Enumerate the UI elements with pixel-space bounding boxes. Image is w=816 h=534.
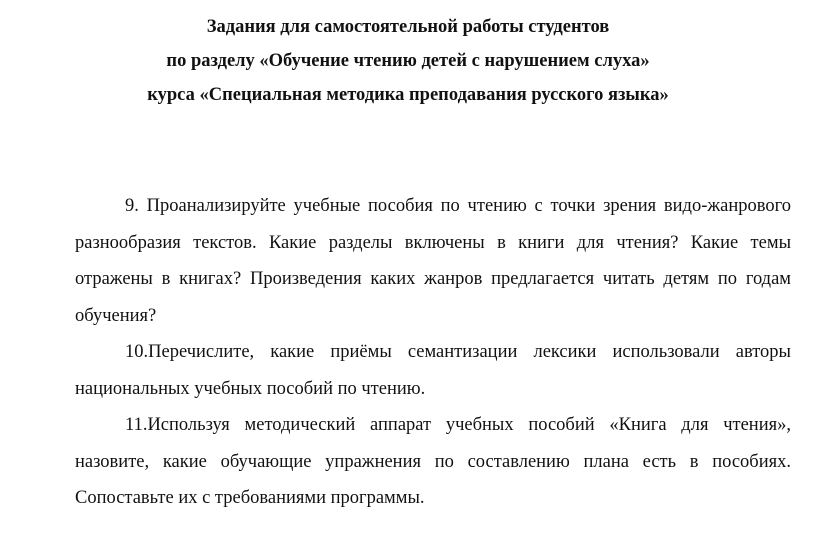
document-header [0, 10, 816, 112]
task-list [75, 188, 791, 517]
task-item-9: 9. Проанализируйте учебные пособия по чтению с точки зрения видо-жанрового разнообразия текстов. Какие разделы включены в книги для чтения? Какие темы отражены в книгах? Произведения каких жанров предлагается читать детям по годам обучения? [75, 196, 791, 326]
header-title-line-1: Задания для самостоятельной работы студентов [206, 17, 610, 37]
task-item-11: 11.Используя методический аппарат учебных пособий «Книга для чтения», назовите, какие обучающие упражнения по составлению плана есть в пособиях. Сопоставьте их с требованиями программы. [75, 415, 791, 508]
task-item-10: 10.Перечислите, какие приёмы семантизации лексики использовали авторы национальных учебных пособий по чтению. [75, 342, 791, 399]
header-title-line-3: курса «Специальная методика преподавания русского языка» [147, 85, 669, 105]
header-title-line-2: по разделу «Обучение чтению детей с нарушением слуха» [166, 51, 650, 71]
